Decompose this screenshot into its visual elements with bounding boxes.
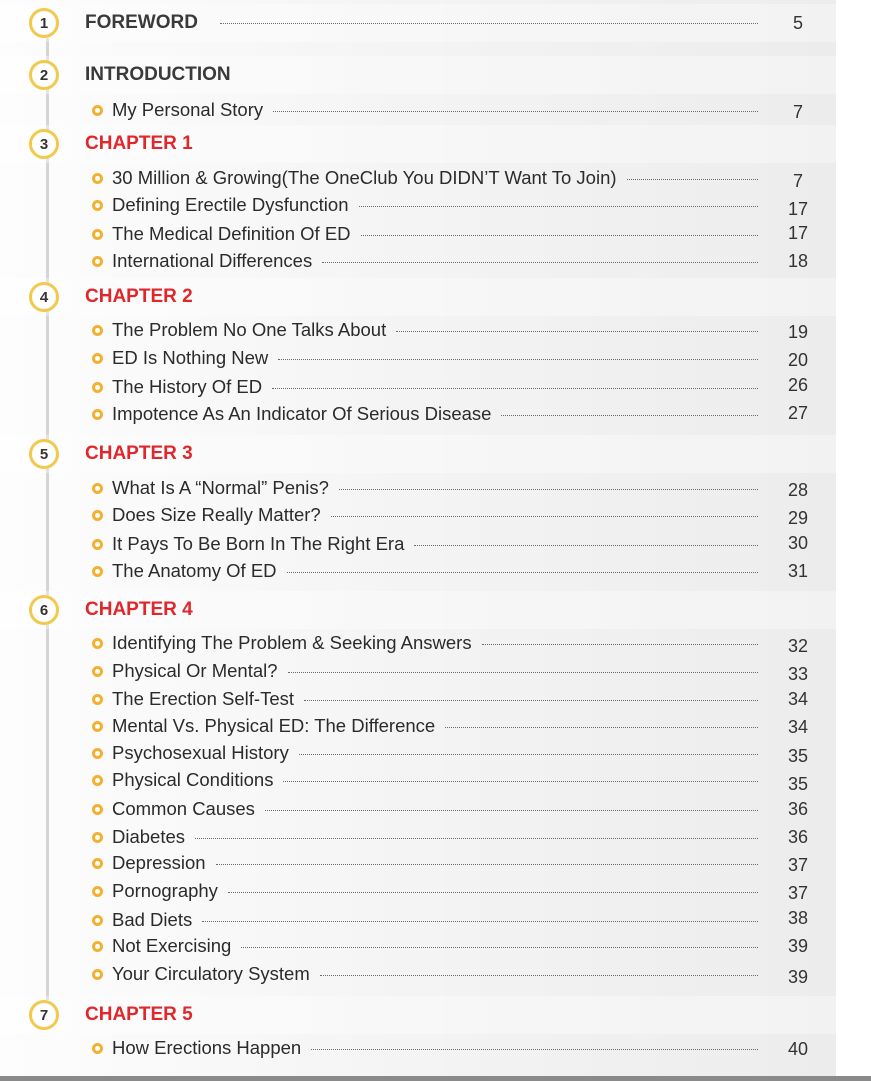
dot-leader bbox=[322, 262, 758, 263]
page-number: 37 bbox=[787, 855, 809, 875]
bullet-icon bbox=[92, 748, 103, 759]
toc-entry[interactable] bbox=[0, 166, 836, 192]
entry-label: The Erection Self-Test bbox=[112, 688, 294, 709]
dot-leader bbox=[278, 359, 758, 360]
toc-entry[interactable] bbox=[0, 631, 836, 657]
dot-leader bbox=[288, 672, 758, 673]
page-number: 36 bbox=[787, 827, 809, 847]
toc-entry[interactable] bbox=[0, 768, 836, 794]
dot-leader bbox=[216, 864, 758, 865]
dot-leader bbox=[501, 415, 758, 416]
entry-label: International Differences bbox=[112, 250, 313, 271]
toc-entry[interactable] bbox=[0, 193, 836, 219]
bullet-icon bbox=[92, 775, 103, 786]
bullet-icon bbox=[92, 1043, 103, 1054]
toc-entry[interactable] bbox=[0, 797, 836, 823]
entry-label: It Pays To Be Born In The Right Era bbox=[112, 533, 405, 554]
toc-entry[interactable] bbox=[0, 98, 836, 124]
toc-entry[interactable] bbox=[0, 249, 836, 275]
bullet-icon bbox=[92, 832, 103, 843]
page-number: 38 bbox=[787, 908, 809, 928]
page-number: 32 bbox=[787, 636, 809, 656]
dot-leader bbox=[396, 331, 758, 332]
entry-label: 30 Million & Growing(The OneClub You DIDN’T Want To Join) bbox=[112, 167, 617, 188]
section-number-badge: 1 bbox=[29, 8, 59, 38]
toc-entry[interactable] bbox=[0, 934, 836, 960]
dot-leader bbox=[272, 388, 758, 389]
bullet-icon bbox=[92, 539, 103, 550]
page-number: 39 bbox=[787, 967, 809, 987]
toc-entry[interactable] bbox=[0, 659, 836, 685]
toc-entry[interactable] bbox=[0, 222, 836, 248]
dot-leader bbox=[287, 572, 758, 573]
bullet-icon bbox=[92, 200, 103, 211]
page-number: 37 bbox=[787, 883, 809, 903]
toc-entry[interactable] bbox=[0, 962, 836, 988]
entry-label: Impotence As An Indicator Of Serious Disease bbox=[112, 403, 492, 424]
toc-entry[interactable] bbox=[0, 346, 836, 372]
page-number: 17 bbox=[787, 199, 809, 219]
dot-leader bbox=[331, 516, 758, 517]
dot-leader bbox=[283, 781, 758, 782]
bullet-icon bbox=[92, 510, 103, 521]
dot-leader bbox=[299, 754, 758, 755]
page-number: 31 bbox=[787, 561, 809, 581]
page-number: 34 bbox=[787, 717, 809, 737]
dot-leader bbox=[414, 545, 758, 546]
toc-entry[interactable] bbox=[0, 532, 836, 558]
toc-entry[interactable] bbox=[0, 687, 836, 713]
bullet-icon bbox=[92, 105, 103, 116]
entry-label: Does Size Really Matter? bbox=[112, 504, 321, 525]
bullet-icon bbox=[92, 256, 103, 267]
dot-leader bbox=[627, 179, 758, 180]
dot-leader bbox=[273, 111, 758, 112]
bullet-icon bbox=[92, 353, 103, 364]
entry-label: How Erections Happen bbox=[112, 1037, 302, 1058]
entry-label: The History Of ED bbox=[112, 376, 263, 397]
entry-label: ED Is Nothing New bbox=[112, 347, 269, 368]
entry-label: Psychosexual History bbox=[112, 742, 289, 763]
section-number-badge: 6 bbox=[29, 595, 59, 625]
entry-label: Bad Diets bbox=[112, 909, 193, 930]
bullet-icon bbox=[92, 638, 103, 649]
entry-label: Your Circulatory System bbox=[112, 963, 310, 984]
page-number: 39 bbox=[787, 936, 809, 956]
entry-label: My Personal Story bbox=[112, 99, 264, 120]
section-number-badge: 2 bbox=[29, 60, 59, 90]
dot-leader bbox=[220, 23, 758, 24]
section-number-badge: 4 bbox=[29, 282, 59, 312]
page-number: 36 bbox=[787, 799, 809, 819]
page-number: 34 bbox=[787, 689, 809, 709]
section-title-introduction[interactable]: INTRODUCTION bbox=[85, 64, 231, 85]
page-number: 29 bbox=[787, 508, 809, 528]
page-number: 7 bbox=[792, 171, 803, 191]
bullet-icon bbox=[92, 915, 103, 926]
bullet-icon bbox=[92, 483, 103, 494]
dot-leader bbox=[304, 700, 758, 701]
toc-entry[interactable] bbox=[0, 375, 836, 401]
entry-label: The Problem No One Talks About bbox=[112, 319, 387, 340]
page-number: 28 bbox=[787, 480, 809, 500]
bullet-icon bbox=[92, 409, 103, 420]
section-number-badge: 7 bbox=[29, 1000, 59, 1030]
dot-leader bbox=[482, 644, 758, 645]
toc-entry[interactable] bbox=[0, 318, 836, 344]
page-number: 20 bbox=[787, 350, 809, 370]
dot-leader bbox=[265, 810, 758, 811]
dot-leader bbox=[339, 489, 758, 490]
bullet-icon bbox=[92, 804, 103, 815]
bottom-border bbox=[0, 1076, 871, 1081]
toc-entry[interactable] bbox=[0, 741, 836, 767]
bullet-icon bbox=[92, 886, 103, 897]
page-number: 18 bbox=[787, 251, 809, 271]
page-number: 30 bbox=[787, 533, 809, 553]
page-number: 17 bbox=[787, 223, 809, 243]
section-title-chapter-1[interactable]: CHAPTER 1 bbox=[85, 133, 193, 154]
dot-leader bbox=[241, 947, 758, 948]
page-number: 40 bbox=[787, 1039, 809, 1059]
bullet-icon bbox=[92, 858, 103, 869]
entry-label: Not Exercising bbox=[112, 935, 232, 956]
toc-entry[interactable] bbox=[0, 908, 836, 934]
bullet-icon bbox=[92, 941, 103, 952]
toc-entry[interactable] bbox=[0, 851, 836, 877]
toc-entry[interactable] bbox=[0, 503, 836, 529]
entry-label: Common Causes bbox=[112, 798, 255, 819]
page-number: 27 bbox=[787, 403, 809, 423]
dot-leader bbox=[359, 206, 758, 207]
page-number: 26 bbox=[787, 375, 809, 395]
entry-label: Mental Vs. Physical ED: The Difference bbox=[112, 715, 436, 736]
section-title-chapter-4[interactable]: CHAPTER 4 bbox=[85, 599, 193, 620]
page-number: 7 bbox=[792, 102, 803, 122]
bullet-icon bbox=[92, 969, 103, 980]
toc-entry[interactable] bbox=[0, 559, 836, 585]
entry-label: Identifying The Problem & Seeking Answers bbox=[112, 632, 472, 653]
dot-leader bbox=[445, 727, 758, 728]
page-margin bbox=[836, 0, 871, 1081]
dot-leader bbox=[202, 921, 758, 922]
dot-leader bbox=[311, 1049, 758, 1050]
entry-label: Defining Erectile Dysfunction bbox=[112, 194, 349, 215]
bullet-icon bbox=[92, 566, 103, 577]
entry-label: Diabetes bbox=[112, 826, 186, 847]
bullet-icon bbox=[92, 666, 103, 677]
entry-label: Physical Conditions bbox=[112, 769, 274, 790]
bullet-icon bbox=[92, 325, 103, 336]
dot-leader bbox=[228, 892, 758, 893]
bullet-icon bbox=[92, 382, 103, 393]
section-title-chapter-3[interactable]: CHAPTER 3 bbox=[85, 443, 193, 464]
toc-row bbox=[0, 10, 836, 36]
section-title-foreword[interactable]: FOREWORD bbox=[85, 12, 198, 33]
page-number: 35 bbox=[787, 746, 809, 766]
toc-entry[interactable] bbox=[0, 714, 836, 740]
section-number-badge: 5 bbox=[29, 439, 59, 469]
toc-entry[interactable] bbox=[0, 879, 836, 905]
entry-label: The Medical Definition Of ED bbox=[112, 223, 351, 244]
bullet-icon bbox=[92, 173, 103, 184]
toc-entry[interactable] bbox=[0, 402, 836, 428]
dot-leader bbox=[320, 975, 758, 976]
entry-label: The Anatomy Of ED bbox=[112, 560, 277, 581]
toc-entry[interactable] bbox=[0, 1036, 836, 1062]
section-number-badge: 3 bbox=[29, 129, 59, 159]
toc-entry[interactable] bbox=[0, 825, 836, 851]
entry-label: Pornography bbox=[112, 880, 218, 901]
bullet-icon bbox=[92, 694, 103, 705]
dot-leader bbox=[195, 838, 758, 839]
dot-leader bbox=[361, 235, 758, 236]
page-number: 5 bbox=[792, 13, 803, 33]
entry-label: Depression bbox=[112, 852, 206, 873]
section-title-chapter-2[interactable]: CHAPTER 2 bbox=[85, 286, 193, 307]
page-number: 35 bbox=[787, 774, 809, 794]
section-title-chapter-5[interactable]: CHAPTER 5 bbox=[85, 1004, 193, 1025]
toc-entry[interactable] bbox=[0, 476, 836, 502]
page-number: 33 bbox=[787, 664, 809, 684]
bullet-icon bbox=[92, 721, 103, 732]
entry-label: Physical Or Mental? bbox=[112, 660, 278, 681]
page-number: 19 bbox=[787, 322, 809, 342]
bullet-icon bbox=[92, 229, 103, 240]
entry-label: What Is A “Normal” Penis? bbox=[112, 477, 329, 498]
